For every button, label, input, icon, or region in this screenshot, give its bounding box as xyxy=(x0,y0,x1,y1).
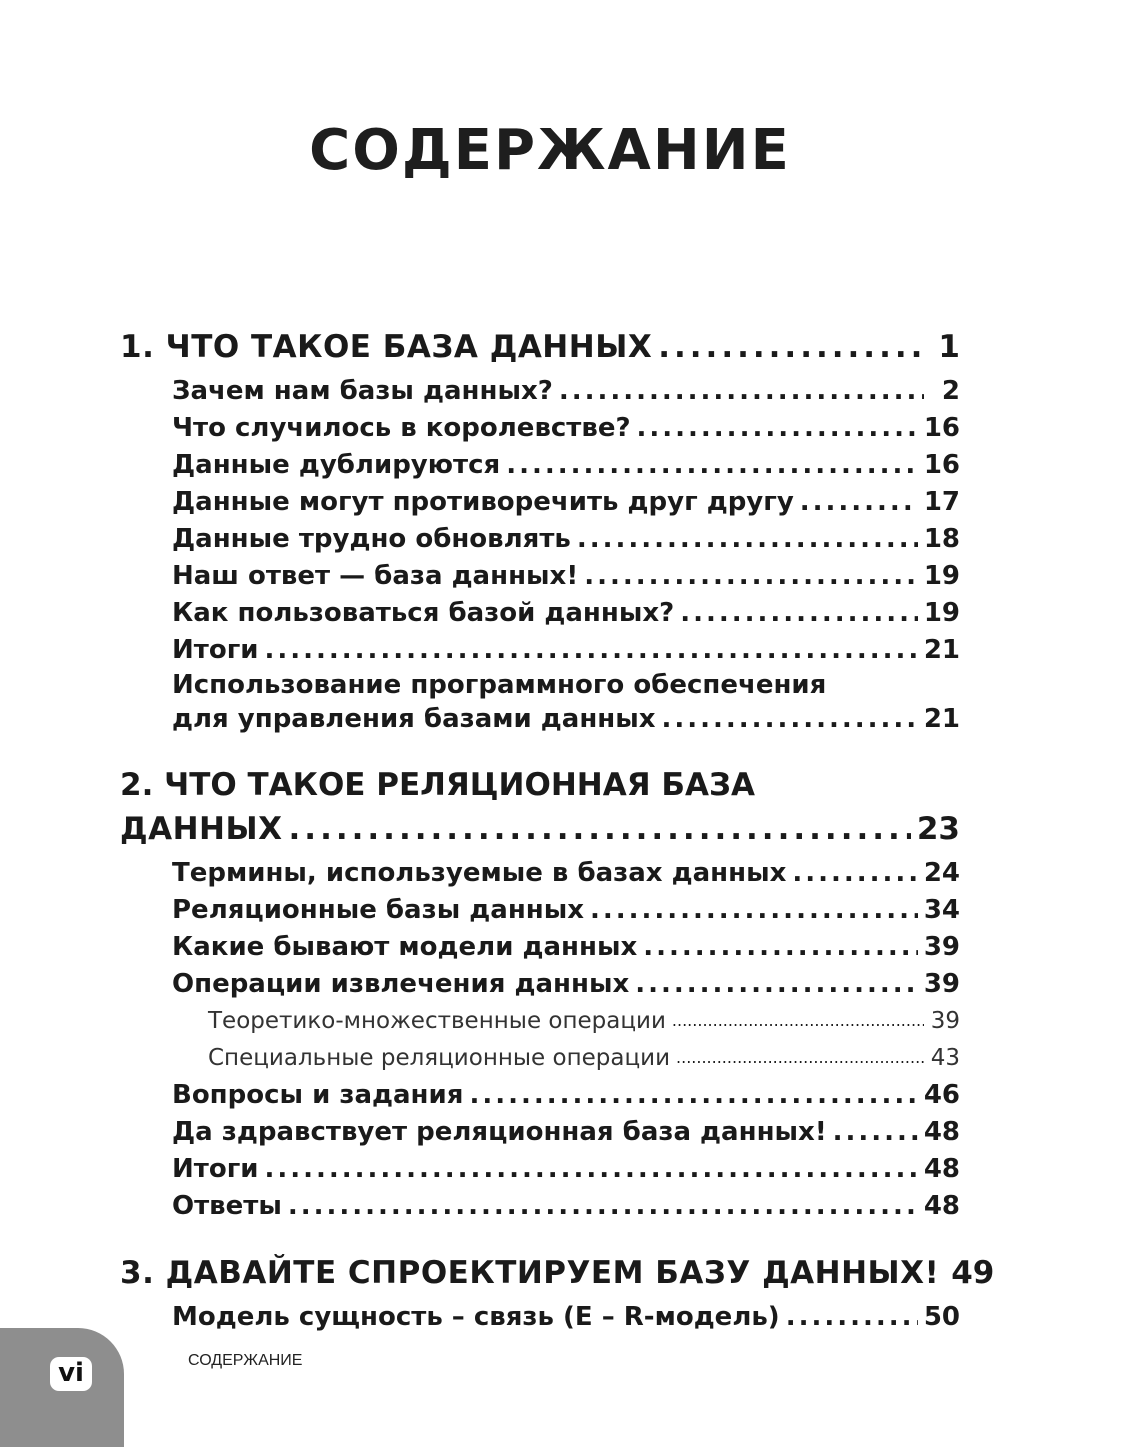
table-of-contents xyxy=(120,322,995,1349)
toc-entry[interactable] xyxy=(120,446,960,483)
dot-leader xyxy=(289,811,911,847)
dot-leader xyxy=(635,969,918,999)
dot-leader xyxy=(786,1302,918,1332)
dot-leader xyxy=(643,932,918,962)
entry-title-line2: для управления базами данных xyxy=(172,704,656,734)
page-title: СОДЕРЖАНИЕ xyxy=(309,118,791,183)
entry-title: Данные трудно обновлять xyxy=(172,523,571,554)
dot-leader xyxy=(672,1011,924,1030)
dot-leader xyxy=(658,329,924,365)
dot-leader xyxy=(265,635,918,665)
chapter-title: 3. ДАВАЙТЕ СПРОЕКТИРУЕМ БАЗУ ДАННЫХ! xyxy=(120,1255,940,1291)
dot-leader xyxy=(792,858,917,888)
page-number: 39 xyxy=(930,1007,960,1034)
entry-title: Операции извлечения данных xyxy=(172,968,630,999)
entry-title: Вопросы и задания xyxy=(172,1079,464,1110)
dot-leader xyxy=(676,1048,924,1067)
toc-entry[interactable] xyxy=(120,928,960,965)
dot-leader xyxy=(662,704,918,734)
toc-subentry[interactable] xyxy=(120,1039,960,1076)
dot-leader xyxy=(833,1117,918,1147)
page-number: 48 xyxy=(923,1190,960,1221)
chapter-heading[interactable] xyxy=(120,322,960,372)
entry-title: Реляционные базы данных xyxy=(172,894,585,925)
dot-leader xyxy=(590,895,918,925)
page-number: 46 xyxy=(923,1079,960,1110)
subentry-title: Теоретико-множественные операции xyxy=(208,1007,666,1034)
page-number: 19 xyxy=(923,597,960,628)
dot-leader xyxy=(265,1154,918,1184)
toc-entry[interactable] xyxy=(120,854,960,891)
entry-title: Итоги xyxy=(172,634,259,665)
page-number: 2 xyxy=(941,375,960,406)
page-number: 48 xyxy=(923,1153,960,1184)
toc-entry[interactable] xyxy=(120,483,960,520)
entry-title: Итоги xyxy=(172,1153,259,1184)
dot-leader xyxy=(584,561,918,591)
toc-entry[interactable] xyxy=(120,372,960,409)
entry-title: Какие бывают модели данных xyxy=(172,931,638,962)
toc-entry[interactable] xyxy=(120,1150,960,1187)
page-number: 1 xyxy=(938,329,960,365)
page-number: 21 xyxy=(923,634,960,665)
running-head: СОДЕРЖАНИЕ xyxy=(188,1352,303,1369)
page-number: 50 xyxy=(923,1301,960,1332)
entry-title: Да здравствует реляционная база данных! xyxy=(172,1116,827,1147)
chapter-1 xyxy=(120,322,960,736)
page-number: 16 xyxy=(923,412,960,443)
chapter-title-line2: ДАННЫХ xyxy=(120,811,283,847)
toc-entry[interactable] xyxy=(120,557,960,594)
page-number-badge: vi xyxy=(50,1357,92,1391)
entry-title: Данные могут противоречить друг другу xyxy=(172,486,794,517)
toc-entry-multiline[interactable] xyxy=(120,668,960,702)
entry-title: Зачем нам базы данных? xyxy=(172,375,553,406)
entry-title: Ответы xyxy=(172,1190,282,1221)
toc-subentry[interactable] xyxy=(120,1002,960,1039)
toc-entry[interactable] xyxy=(120,1187,960,1224)
page-number: 34 xyxy=(923,894,960,925)
page-number: 43 xyxy=(930,1044,960,1071)
page-number: 23 xyxy=(916,811,960,847)
chapter-2 xyxy=(120,766,960,1224)
page-number: 19 xyxy=(923,560,960,591)
page-number: 49 xyxy=(951,1255,995,1291)
chapter-title: 1. ЧТО ТАКОЕ БАЗА ДАННЫХ xyxy=(120,329,653,365)
entry-title: Что случилось в королевстве? xyxy=(172,412,631,443)
entry-title: Модель сущность – связь (E – R-модель) xyxy=(172,1301,780,1332)
dot-leader xyxy=(506,450,918,480)
entry-title: Термины, используемые в базах данных xyxy=(172,857,787,888)
page-number: 39 xyxy=(923,931,960,962)
toc-entry[interactable] xyxy=(120,891,960,928)
entry-title: Данные дублируются xyxy=(172,449,501,480)
page-number: 24 xyxy=(923,857,960,888)
page-number: 18 xyxy=(923,523,960,554)
dot-leader xyxy=(800,487,918,517)
toc-entry[interactable] xyxy=(120,965,960,1002)
chapter-heading[interactable] xyxy=(120,1248,995,1298)
toc-entry[interactable] xyxy=(120,409,960,446)
dot-leader xyxy=(637,413,918,443)
toc-entry[interactable] xyxy=(120,594,960,631)
dot-leader xyxy=(680,598,918,628)
dot-leader xyxy=(469,1080,917,1110)
toc-entry[interactable] xyxy=(120,1076,960,1113)
page-number: 17 xyxy=(923,486,960,517)
page-number: 48 xyxy=(923,1116,960,1147)
chapter-3 xyxy=(120,1248,995,1335)
page-number: 39 xyxy=(923,968,960,999)
toc-entry[interactable] xyxy=(120,631,960,668)
toc-entry[interactable] xyxy=(120,1298,960,1335)
page-number: 21 xyxy=(923,704,960,734)
toc-entry[interactable] xyxy=(120,520,960,557)
dot-leader xyxy=(559,376,924,406)
entry-title: Наш ответ — база данных! xyxy=(172,560,579,591)
chapter-heading[interactable] xyxy=(120,766,960,804)
dot-leader xyxy=(577,524,918,554)
toc-entry-multiline-cont[interactable] xyxy=(120,702,960,736)
dot-leader xyxy=(288,1191,918,1221)
entry-title: Как пользоваться базой данных? xyxy=(172,597,675,628)
chapter-title-line1: 2. ЧТО ТАКОЕ РЕЛЯЦИОННАЯ БАЗА xyxy=(120,767,756,803)
subentry-title: Специальные реляционные операции xyxy=(208,1044,671,1071)
page-number: 16 xyxy=(923,449,960,480)
chapter-heading-cont[interactable] xyxy=(120,804,960,854)
toc-entry[interactable] xyxy=(120,1113,960,1150)
entry-title-line1: Использование программного обеспечения xyxy=(172,670,827,700)
